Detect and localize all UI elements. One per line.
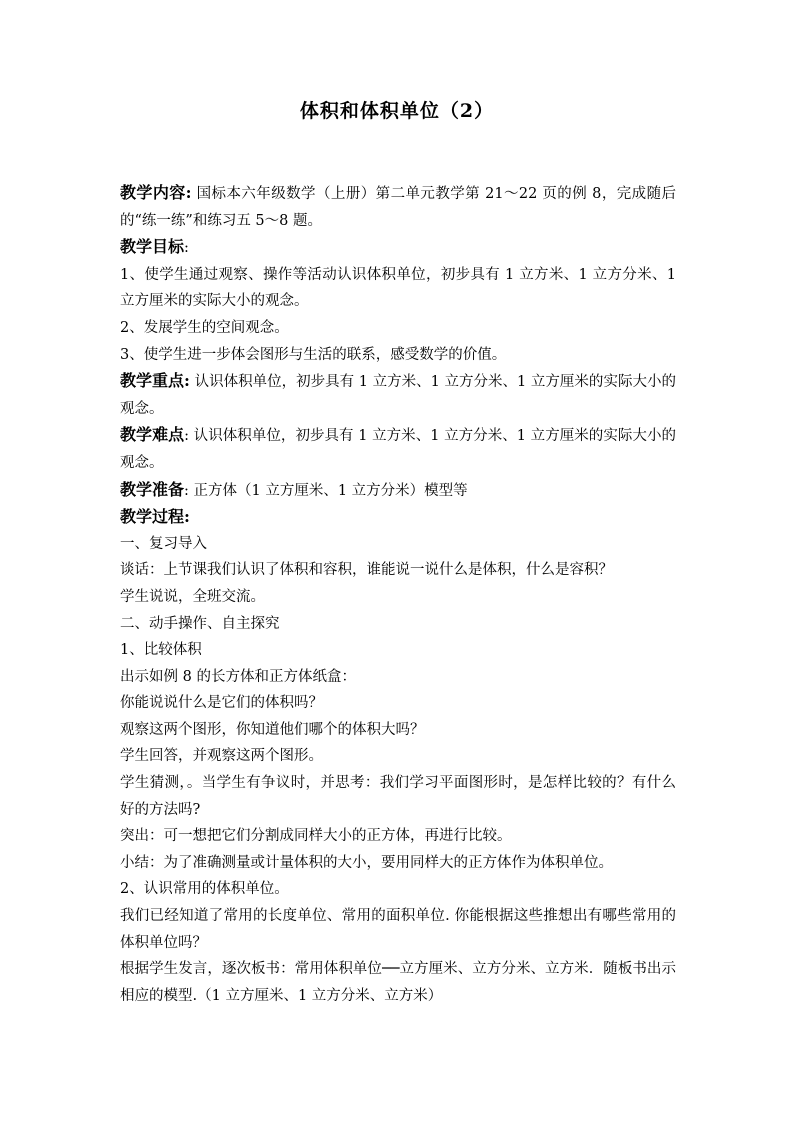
document-body: [120, 180, 676, 1009]
difficulty-text: : 认识体积单位，初步具有 1 立方米、1 立方分米、1 立方厘米的实际大小的观念。: [120, 428, 676, 471]
process-line: 学生说说，全班交流。: [120, 588, 265, 605]
process-line: 根据学生发言，逐次板书：常用体积单位──立方厘米、立方分米、立方米．随板书出示相应的模型.（1 立方厘米、1 立方分米、立方米）: [120, 961, 676, 1004]
preparation-label: 教学准备: [120, 479, 185, 499]
objective-item: 2、发展学生的空间观念。: [120, 319, 289, 336]
process-line: 一、复习导入: [120, 535, 207, 552]
teaching-content-label: 教学内容:: [120, 183, 192, 202]
teaching-process-heading: 教学过程:: [120, 507, 190, 527]
process-line: 学生猜测，。当学生有争议时，并思考：我们学习平面图形时，是怎样比较的？有什么好的方法吗?: [120, 775, 676, 818]
process-line: 二、动手操作、自主探究: [120, 615, 280, 632]
key-point-label: 教学重点:: [120, 371, 190, 391]
objective-item: 1、使学生通过观察、操作等活动认识体积单位，初步具有 1 立方米、1 立方分米、1 立方厘米的实际大小的观念。: [120, 266, 676, 310]
process-line: 小结：为了准确测量或计量体积的大小，要用同样大的正方体作为体积单位。: [120, 854, 613, 871]
process-line: 你能说说什么是它们的体积吗？: [120, 695, 323, 712]
process-line: 出示如例 8 的长方体和正方体纸盒：: [120, 668, 356, 685]
teaching-content: [120, 180, 676, 234]
process-line: 观察这两个图形，你知道他们哪个的体积大吗？: [120, 721, 425, 738]
preparation-text: : 正方体（1 立方厘米、1 立方分米）模型等: [184, 482, 468, 499]
process-line: 2、认识常用的体积单位。: [120, 881, 289, 898]
process-line: 我们已经知道了常用的长度单位、常用的面积单位. 你能根据这些推想出有哪些常用的体积单位吗？: [120, 908, 676, 951]
objective-item: 3、使学生进一步体会图形与生活的联系，感受数学的价值。: [120, 346, 507, 363]
teaching-content-text: 国标本六年级数学（上册）第二单元教学第 21～22 页的例 8，完成随后的“练一练”和练习五 5～8 题。: [120, 186, 676, 229]
process-line: 学生回答，并观察这两个图形。: [120, 748, 323, 765]
teaching-objectives-colon: :: [184, 240, 189, 257]
process-line: 突出：可一想把它们分割成同样大小的正方体，再进行比较。: [120, 828, 512, 845]
difficulty-label: 教学难点: [120, 425, 185, 445]
document-title: 体积和体积单位（2）: [299, 100, 495, 122]
process-line: 1、比较体积: [120, 642, 202, 659]
teaching-objectives-label: 教学目标: [120, 237, 185, 257]
preparation: [120, 477, 676, 505]
process-line: 谈话：上节课我们认识了体积和容积，谁能说一说什么是体积，什么是容积？: [120, 562, 613, 579]
key-point: [120, 368, 676, 422]
key-point-text: 认识体积单位，初步具有 1 立方米、1 立方分米、1 立方厘米的实际大小的观念。: [120, 374, 676, 417]
teaching-objectives-heading: [120, 234, 676, 262]
difficulty: [120, 422, 676, 476]
